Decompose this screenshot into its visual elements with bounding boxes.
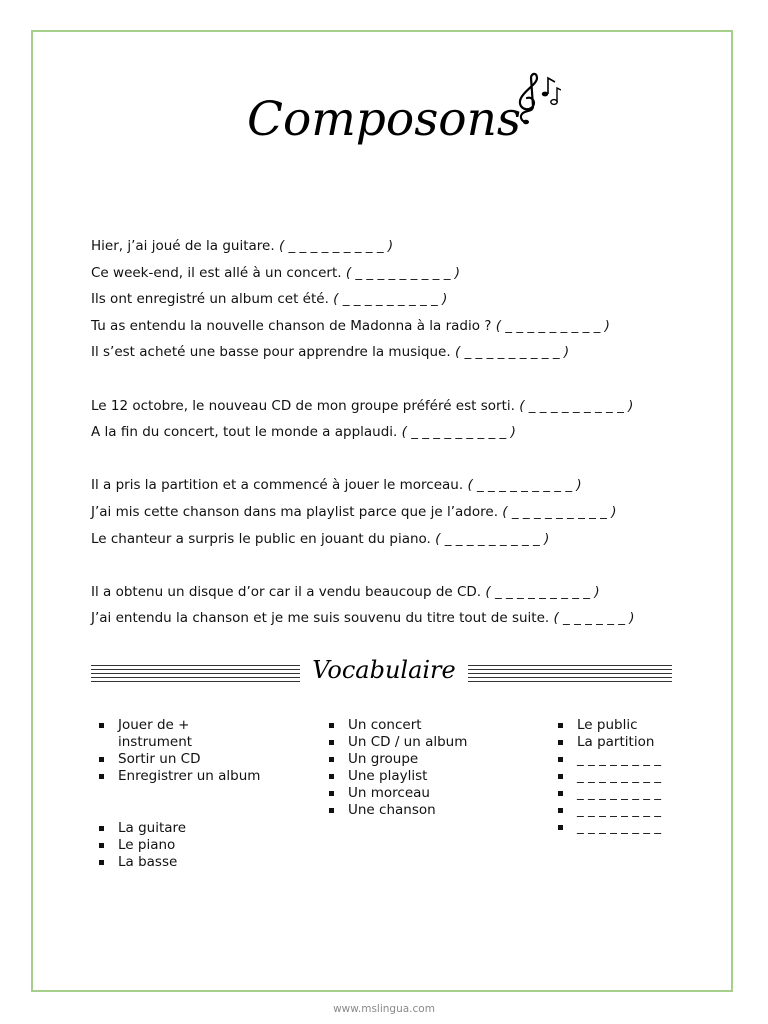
sentence-line: Tu as entendu la nouvelle chanson de Madonna à la radio ? ( _ _ _ _ _ _ _ _ _ ): [91, 317, 610, 334]
treble-clef-notes-icon: [513, 70, 561, 130]
sentence-line: Il s’est acheté une basse pour apprendre la musique. ( _ _ _ _ _ _ _ _ _ ): [91, 344, 570, 361]
vocab-column-verbs: [95, 717, 295, 785]
sentence-line: J’ai entendu la chanson et je me suis souvenu du titre tout de suite. ( _ _ _ _ _ _ ): [91, 610, 635, 627]
vocab-item: Une chanson: [325, 802, 525, 819]
staff-lines-right: [456, 665, 672, 685]
vocab-item: Le piano: [95, 837, 295, 854]
answer-blank: ( _ _ _ _ _ _ _ _ _ ): [502, 503, 617, 520]
answer-blank: ( _ _ _ _ _ _ _ _ _ ): [485, 583, 600, 600]
sentence-line: Il a pris la partition et a commencé à jouer le morceau. ( _ _ _ _ _ _ _ _ _ ): [91, 477, 582, 494]
vocab-item: Jouer de + instrument: [95, 717, 218, 751]
footer-url: www.mslingua.com: [333, 1003, 435, 1015]
vocab-blank: _ _ _ _ _ _ _ _: [554, 751, 704, 768]
vocab-item: Sortir un CD: [95, 751, 295, 768]
answer-blank: ( _ _ _ _ _ _ _ _ _ ): [495, 317, 610, 334]
vocab-item: Le public: [554, 717, 704, 734]
vocab-blank: _ _ _ _ _ _ _ _: [554, 819, 704, 836]
answer-blank: ( _ _ _ _ _ _ _ _ _ ): [333, 291, 448, 308]
answer-blank: ( _ _ _ _ _ _ _ _ _ ): [435, 530, 550, 547]
vocab-item: Enregistrer un album: [95, 768, 295, 785]
answer-blank: ( _ _ _ _ _ _ _ _ _ ): [454, 344, 570, 361]
answer-blank: ( _ _ _ _ _ _ _ _ _ ): [519, 397, 634, 414]
answer-blank: ( _ _ _ _ _ _ _ _ _ ): [467, 477, 582, 494]
answer-blank: ( _ _ _ _ _ _ _ _ _ ): [278, 238, 394, 254]
sentence-line: Ils ont enregistré un album cet été. ( _ _ _ _ _ _ _ _ _ ): [91, 291, 448, 308]
exercise-sentences: [91, 233, 711, 632]
vocab-item: Une playlist: [325, 768, 525, 785]
vocabulary-heading: Vocabulaire: [300, 656, 468, 684]
vocab-item: Un concert: [325, 717, 525, 734]
vocab-item: La partition: [554, 734, 704, 751]
sentence-line: Le 12 octobre, le nouveau CD de mon groupe préféré est sorti. ( _ _ _ _ _ _ _ _ _ ): [91, 397, 634, 414]
staff-lines-left: [91, 665, 314, 685]
answer-blank: ( _ _ _ _ _ _ _ _ _ ): [401, 424, 516, 441]
sentence-line: Hier, j’ai joué de la guitare. ( _ _ _ _ _ _ _ _ _ ): [91, 238, 394, 254]
page-title: Composons: [246, 92, 521, 147]
vocab-column-instruments: [95, 820, 295, 871]
vocab-item: La guitare: [95, 820, 295, 837]
vocab-item: Un morceau: [325, 785, 525, 802]
vocab-item: Un CD / un album: [325, 734, 525, 751]
sentence-line: Le chanteur a surpris le public en jouant du piano. ( _ _ _ _ _ _ _ _ _ ): [91, 530, 550, 547]
vocab-blank: _ _ _ _ _ _ _ _: [554, 785, 704, 802]
answer-blank: ( _ _ _ _ _ _ _ _ _ ): [345, 264, 461, 281]
sentence-line: Il a obtenu un disque d’or car il a vendu beaucoup de CD. ( _ _ _ _ _ _ _ _ _ ): [91, 583, 600, 600]
vocab-column-extra: [554, 717, 704, 836]
vocab-blank: _ _ _ _ _ _ _ _: [554, 768, 704, 785]
sentence-line: A la fin du concert, tout le monde a applaudi. ( _ _ _ _ _ _ _ _ _ ): [91, 424, 516, 441]
vocab-column-nouns: [325, 717, 525, 819]
vocab-blank: _ _ _ _ _ _ _ _: [554, 802, 704, 819]
vocab-item: La basse: [95, 854, 295, 871]
vocab-item: Un groupe: [325, 751, 525, 768]
sentence-line: Ce week-end, il est allé à un concert. ( _ _ _ _ _ _ _ _ _ ): [91, 264, 461, 281]
answer-blank: ( _ _ _ _ _ _ ): [553, 610, 635, 627]
sentence-line: J’ai mis cette chanson dans ma playlist parce que je l’adore. ( _ _ _ _ _ _ _ _ _ ): [91, 503, 617, 520]
